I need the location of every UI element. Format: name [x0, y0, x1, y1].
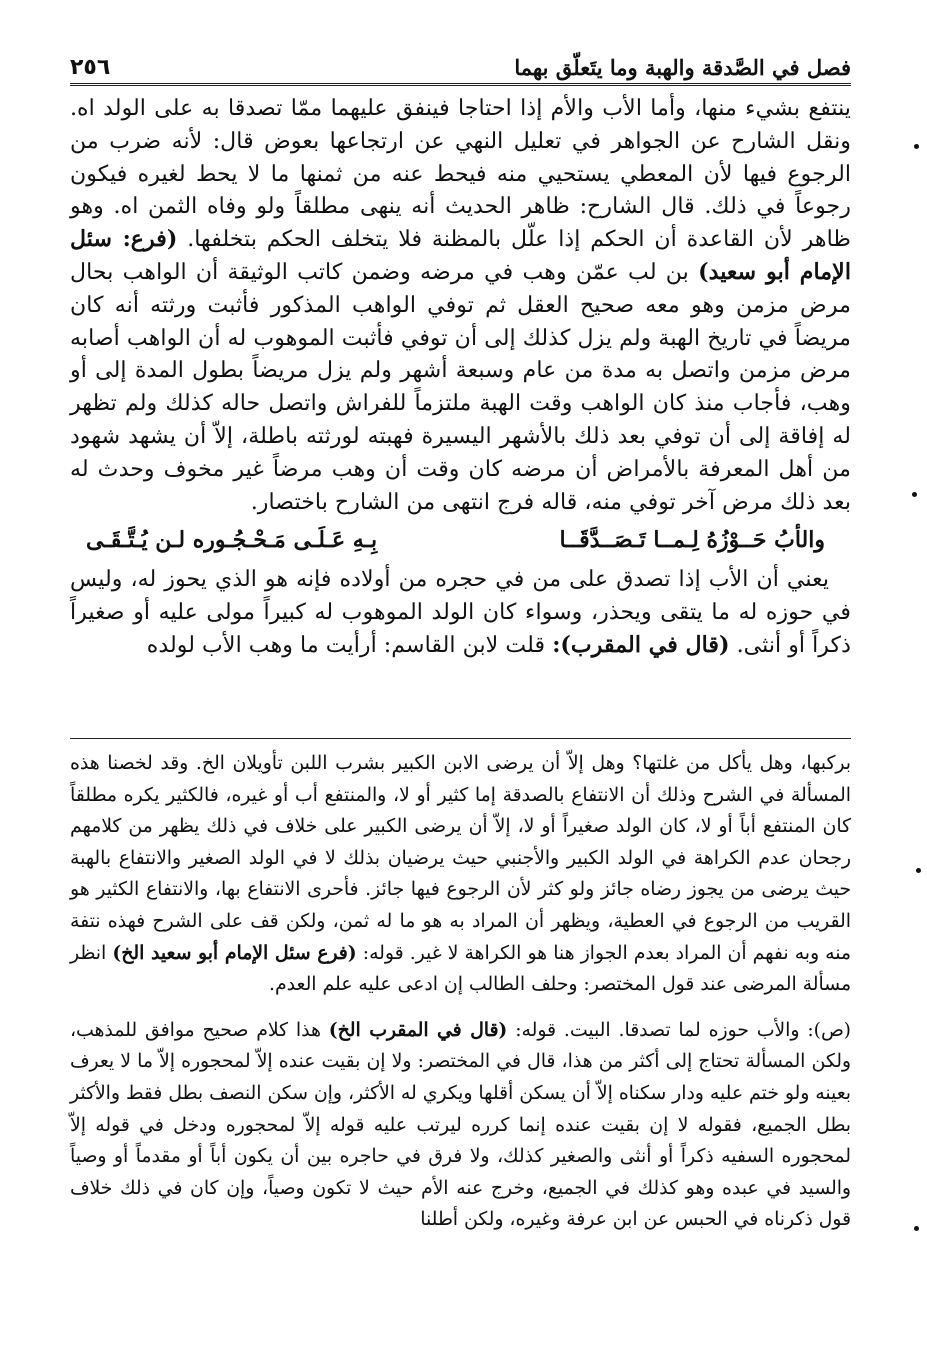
main-paragraph-1-bold-ref: (فرع: سئل الإمام أبو سعيد) [70, 226, 851, 285]
footnote-1-bold-ref: (فرع سئل الإمام أبو سعيد الخ) [112, 941, 357, 964]
margin-dot [912, 492, 917, 497]
margin-dot [914, 144, 919, 149]
main-paragraph-2-bold-ref: (قال في المقرب): [552, 631, 730, 658]
poem-verse [70, 518, 851, 563]
footnotes [70, 748, 851, 1236]
footnote-paragraph-1 [70, 748, 851, 1001]
footnote-1-text-a: بركبها، وهل يأكل من غلتها؟ وهل إلاّ أن يرضى الابن الكبير بشرب اللبن تأويلان الخ. وقد لخصنا هذه المسألة في الشرح وذلك أن الانتفاع بالصدقة إما كثير أو لا، والمنتفع أب أو غيره، فالكثير يكره مطلقاً كان المنتفع أباً أو لا، كان الولد صغيراً أو لا، إلاّ أن يرضى الكبير على خلاف في ذلك يظهر من كلامهم رجحان عدم الكراهة في الولد الكبير والأجنبي حيث يرضيان بذلك لا في الولد الصغير والانتفاع بالهبة حيث يرضى من يجوز رضاه جائز ولو كثر لأن الرجوع فيها جائز. فأحرى الانتفاع بها، والانتفاع الكثير هو القريب من الرجوع في العطية، ويظهر أن المراد به هو ما له ثمن، ولكن قف على الشرح فهذه نتفة منه وبه نفهم أن المراد بعدم الجواز هنا هو الكراهة لا غير. قوله: [70, 753, 851, 964]
main-paragraph-1 [70, 92, 851, 518]
footnote-divider [70, 738, 851, 739]
main-paragraph-1-text-a: ينتفع بشيء منها، وأما الأب والأم إذا احتاجا فينفق عليهما ممّا تصدقا به على الولد اه. ونقل الشارح عن الجواهر في تعليل النهي عن ارتجاعها بعوض قال: لأنه ضرب من الرجوع فيها لأن المعطي يستحيي منه فيحط عنه من ثمنها ما لا يحط لغيره فيكون رجوعاً في ذلك. قال الشارح: ظاهر الحديث أنه ينهى مطلقاً ولو وفاه الثمن اه. وهو ظاهر لأن القاعدة أن الحكم إذا علّل بالمظنة فلا يتخلف الحكم بتخلفها. [70, 95, 851, 253]
page-number: ٢٥٦ [70, 55, 111, 80]
footnote-1-text-b: انظر مسألة المرضى عند قول المختصر: وحلف الطالب إن ادعى عليه علم العدم. [70, 942, 851, 996]
margin-dot [916, 868, 921, 873]
footnote-2-bold-ref: (قال في المقرب الخ) [328, 1018, 508, 1041]
verse-second-hemistich: بِـهِ عَـلَـى مَـحْـجُـوره لـن يُـتَّـقَـى [86, 527, 378, 554]
verse-first-hemistich: والأبُ حَــوْزُهُ لِـمــا تَـصَــدَّقَــا [559, 527, 825, 554]
footnote-2-text-b: هذا كلام صحيح موافق للمذهب، ولكن المسألة تحتاج إلى أكثر من هذا، قال في المختصر: ولا إن بقيت عنده إلاّ لمحجوره إلاّ ما لا يعرف بعينه ولو ختم عليه ودار سكناه إلاّ أن يسكن أقلها ويكري له الأكثر، وإن سكن النصف بطل فقط والأكثر بطل الجميع، فقوله لا إن بقيت عنده إنما كرره ليرتب عليه قوله إلاّ لمحجوره ودخل في قوله إلاّ لمحجوره السفيه ذكراً أو أنثى والصغير كذلك، ولا فرق في حاجره بين أن يكون أباً أو مقدماً أو وصياً والسيد في عبده وهو كذلك في الجميع، وخرج عنه الأم حيث لا تكون وصياً، وإن كان في ذلك خلاف قول ذكرناه في الحبس عن ابن عرفة وغيره، ولكن أطلنا [70, 1019, 851, 1231]
main-paragraph-2-text-b: قلت لابن القاسم: أرأيت ما وهب الأب لولده [146, 631, 546, 658]
running-title: فصل في الصَّدقة والهبة وما يتَعلّق بهما [514, 55, 851, 80]
page-header [70, 40, 851, 86]
main-paragraph-1-text-b: بن لب عمّن وهب في مرضه وضمن كاتب الوثيقة أن الواهب بحال مرض مزمن وهو معه صحيح العقل ثم توفي الواهب المذكور فأثبت ورثته أنه كان مريضاً في تاريخ الهبة ولم يزل كذلك إلى أن توفي فأثبت الموهوب له أن الواهب أصابه مرض مزمن واتصل به مدة من عام وسبعة أشهر ولم يزل مريضاً بطول المدة إلى أو وهب، فأجاب منذ كان الواهب وقت الهبة ملتزماً للفراش واتصل حاله كذلك ولم تظهر له إفاقة إلى أن توفي بعد ذلك بالأشهر اليسيرة فهبته لورثته باطلة، إلاّ أن يشهد شهود من أهل المعرفة بالأمراض أن مرضه كان وقت أن وهب مرضاً غير مخوف وحدث له بعد ذلك مرض آخر توفي منه، قاله فرج انتهى من الشارح باختصار. [70, 258, 851, 515]
main-paragraph-2-text-a: يعني أن الأب إذا تصدق على من في حجره من أولاده فإنه هو الذي يحوز له، وليس في حوزه له ما يتقى ويحذر، وسواء كان الولد الموهوب له كبيراً مولى عليه أو صغيراً ذكراً أو أنثى. [70, 566, 851, 658]
main-paragraph-2 [70, 563, 851, 661]
footnote-paragraph-2 [70, 1015, 851, 1236]
footnote-2-text-a: (ص): والأب حوزه لما تصدقا. البيت. قوله: [515, 1019, 852, 1041]
main-text [70, 92, 851, 662]
margin-dot [914, 1226, 919, 1231]
